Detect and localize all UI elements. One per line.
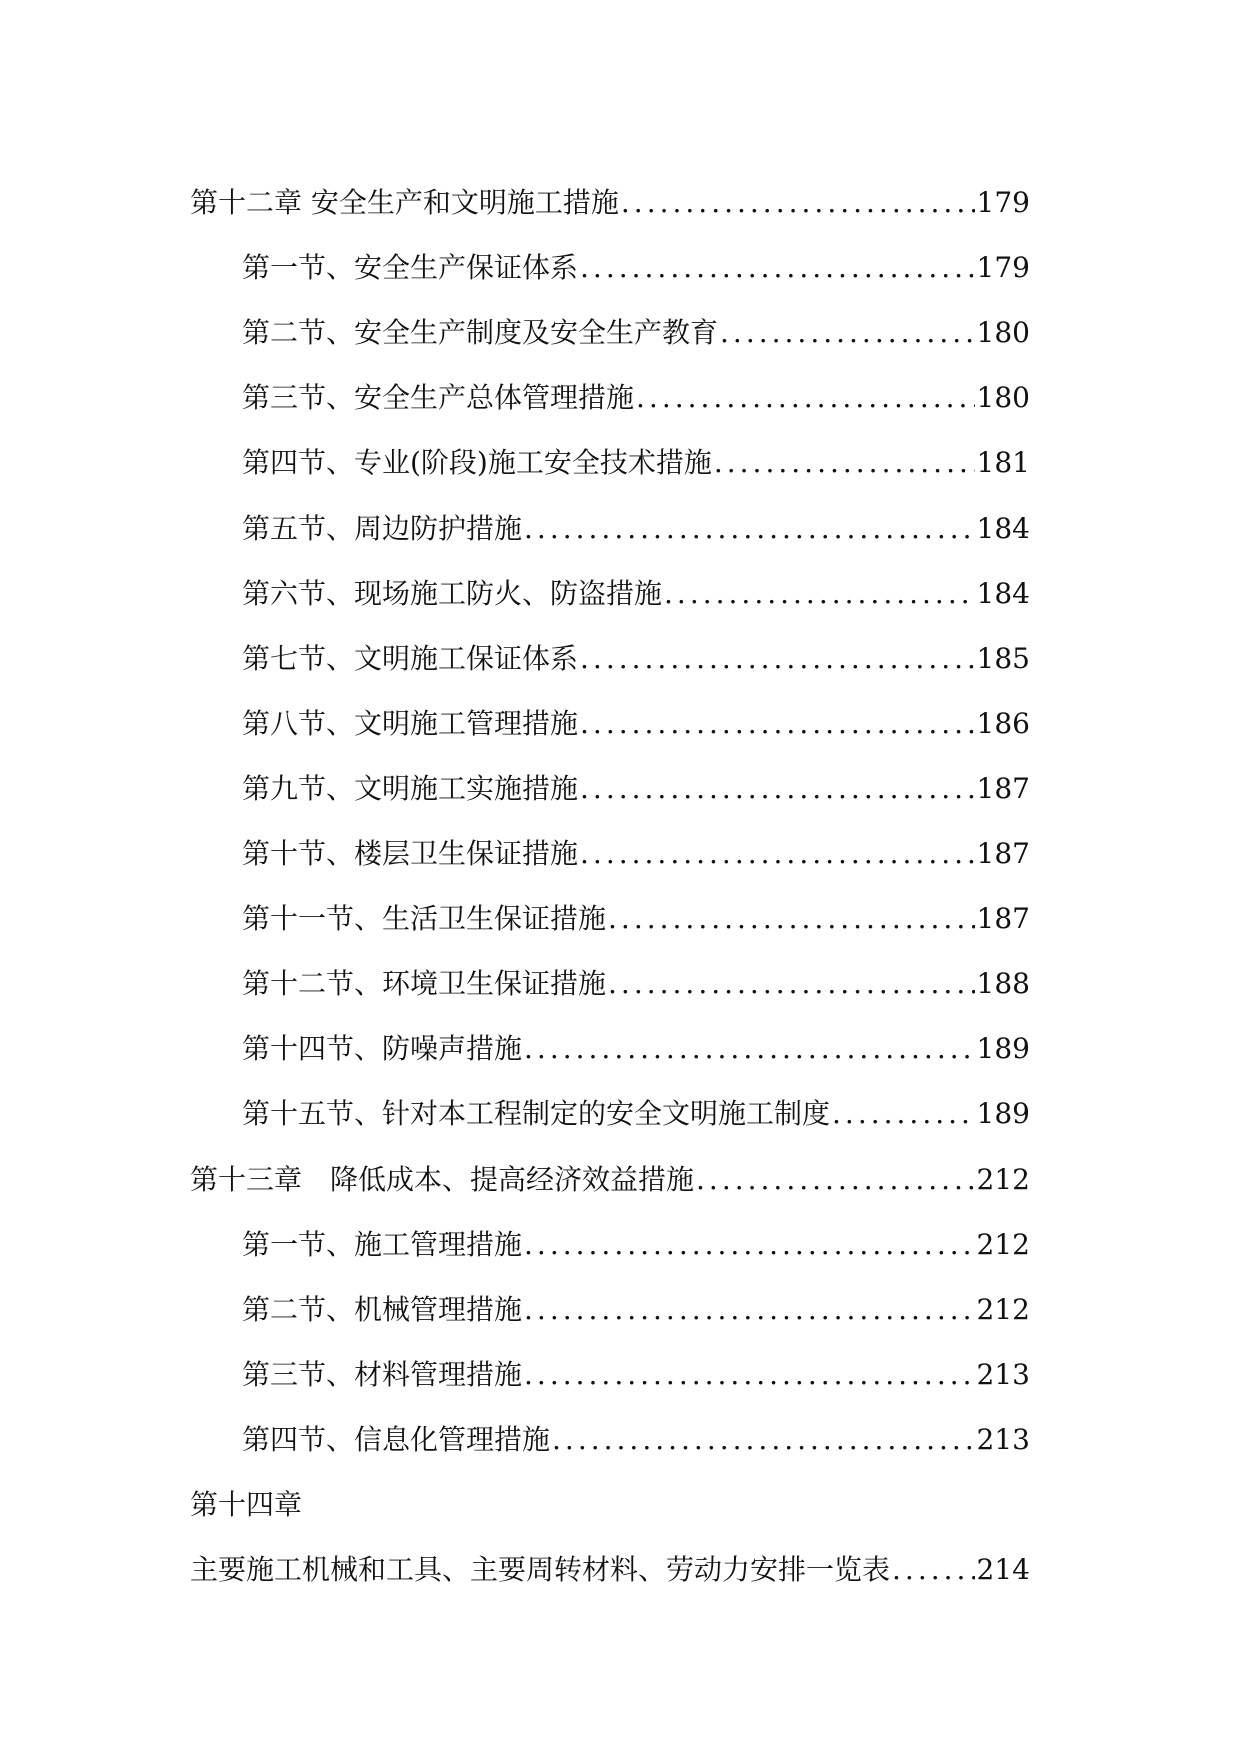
toc-entry-title: 第十节、楼层卫生保证措施 xyxy=(242,837,579,871)
toc-entry-title: 第十二节、环境卫生保证措施 xyxy=(242,967,607,1001)
toc-section-entry[interactable] xyxy=(190,608,1030,673)
toc-chapter-entry[interactable] xyxy=(190,1128,1030,1196)
toc-entry-title: 第一节、安全生产保证体系 xyxy=(242,251,579,285)
toc-entry-title: 第十四章 xyxy=(190,1487,303,1521)
toc-dot-leader xyxy=(714,449,975,477)
toc-page-number: 180 xyxy=(976,381,1030,415)
toc-page-number: 184 xyxy=(976,511,1030,545)
toc-entry-title: 第十五节、针对本工程制定的安全文明施工制度 xyxy=(242,1097,831,1131)
toc-page-number: 179 xyxy=(976,251,1030,285)
toc-entry-title: 第九节、文明施工实施措施 xyxy=(242,771,579,805)
toc-page-number: 181 xyxy=(976,446,1030,480)
toc-page-number: 189 xyxy=(976,1097,1030,1131)
toc-section-entry[interactable] xyxy=(190,543,1030,608)
toc-page-number: 187 xyxy=(976,902,1030,936)
toc-dot-leader xyxy=(524,1231,975,1259)
toc-entry-title: 第一节、施工管理措施 xyxy=(242,1227,523,1261)
toc-entry-title: 第五节、周边防护措施 xyxy=(242,511,523,545)
toc-dot-leader xyxy=(580,254,975,282)
toc-page-number: 212 xyxy=(976,1162,1030,1196)
table-of-contents xyxy=(190,152,1030,1587)
toc-chapter-entry[interactable] xyxy=(190,1519,1030,1587)
toc-dot-leader xyxy=(608,905,975,933)
toc-page-number: 185 xyxy=(976,641,1030,675)
toc-entry-title: 第十一节、生活卫生保证措施 xyxy=(242,902,607,936)
toc-page-number: 212 xyxy=(976,1292,1030,1326)
toc-page-number: 214 xyxy=(976,1553,1030,1587)
toc-entry-title: 第六节、现场施工防火、防盗措施 xyxy=(242,576,663,610)
toc-dot-leader xyxy=(580,775,975,803)
toc-section-entry[interactable] xyxy=(190,1194,1030,1259)
toc-dot-leader xyxy=(621,189,975,217)
toc-entry-title: 第十二章 安全生产和文明施工措施 xyxy=(190,186,619,220)
toc-page-number: 180 xyxy=(976,316,1030,350)
toc-entry-title: 第十三章 降低成本、提高经济效益措施 xyxy=(190,1162,695,1196)
toc-entry-title: 主要施工机械和工具、主要周转材料、劳动力安排一览表 xyxy=(190,1553,891,1587)
toc-entry-title: 第四节、专业(阶段)施工安全技术措施 xyxy=(242,446,712,480)
toc-section-entry[interactable] xyxy=(190,412,1030,480)
toc-entry-title: 第四节、信息化管理措施 xyxy=(242,1422,551,1456)
toc-section-entry[interactable] xyxy=(190,1063,1030,1131)
toc-page-number: 213 xyxy=(976,1422,1030,1456)
toc-section-entry[interactable] xyxy=(190,477,1030,545)
toc-page-number: 188 xyxy=(976,967,1030,1001)
toc-chapter-entry[interactable] xyxy=(190,1454,1030,1519)
toc-entry-title: 第八节、文明施工管理措施 xyxy=(242,706,579,740)
toc-dot-leader xyxy=(832,1100,975,1128)
toc-dot-leader xyxy=(524,1296,975,1324)
toc-dot-leader xyxy=(636,384,975,412)
toc-entry-title: 第二节、安全生产制度及安全生产教育 xyxy=(242,316,719,350)
toc-dot-leader xyxy=(608,970,975,998)
toc-page-number: 179 xyxy=(976,186,1030,220)
toc-dot-leader xyxy=(580,840,975,868)
toc-dot-leader xyxy=(664,580,975,608)
toc-section-entry[interactable] xyxy=(190,1324,1030,1389)
toc-page-number: 212 xyxy=(976,1227,1030,1261)
toc-section-entry[interactable] xyxy=(190,868,1030,936)
toc-dot-leader xyxy=(524,515,975,543)
toc-dot-leader xyxy=(580,645,975,673)
toc-page-number: 189 xyxy=(976,1032,1030,1066)
toc-section-entry[interactable] xyxy=(190,282,1030,350)
toc-dot-leader xyxy=(552,1426,975,1454)
toc-page-number: 187 xyxy=(976,837,1030,871)
toc-dot-leader xyxy=(524,1035,975,1063)
toc-section-entry[interactable] xyxy=(190,1389,1030,1454)
toc-section-entry[interactable] xyxy=(190,673,1030,738)
toc-page-number: 187 xyxy=(976,771,1030,805)
toc-section-entry[interactable] xyxy=(190,738,1030,803)
toc-dot-leader xyxy=(696,1166,975,1194)
toc-page-number: 184 xyxy=(976,576,1030,610)
toc-entry-title: 第二节、机械管理措施 xyxy=(242,1292,523,1326)
toc-section-entry[interactable] xyxy=(190,803,1030,871)
toc-section-entry[interactable] xyxy=(190,1259,1030,1324)
toc-section-entry[interactable] xyxy=(190,347,1030,415)
toc-entry-title: 第七节、文明施工保证体系 xyxy=(242,641,579,675)
toc-dot-leader xyxy=(892,1556,975,1584)
toc-section-entry[interactable] xyxy=(190,998,1030,1066)
toc-dot-leader xyxy=(524,1361,975,1389)
toc-section-entry[interactable] xyxy=(190,217,1030,285)
toc-entry-title: 第十四节、防噪声措施 xyxy=(242,1032,523,1066)
toc-page-number: 186 xyxy=(976,706,1030,740)
toc-dot-leader xyxy=(720,319,975,347)
toc-entry-title: 第三节、安全生产总体管理措施 xyxy=(242,381,635,415)
toc-page-number: 213 xyxy=(976,1357,1030,1391)
toc-dot-leader xyxy=(580,710,975,738)
toc-entry-title: 第三节、材料管理措施 xyxy=(242,1357,523,1391)
toc-chapter-entry[interactable] xyxy=(190,152,1030,220)
toc-section-entry[interactable] xyxy=(190,933,1030,1001)
